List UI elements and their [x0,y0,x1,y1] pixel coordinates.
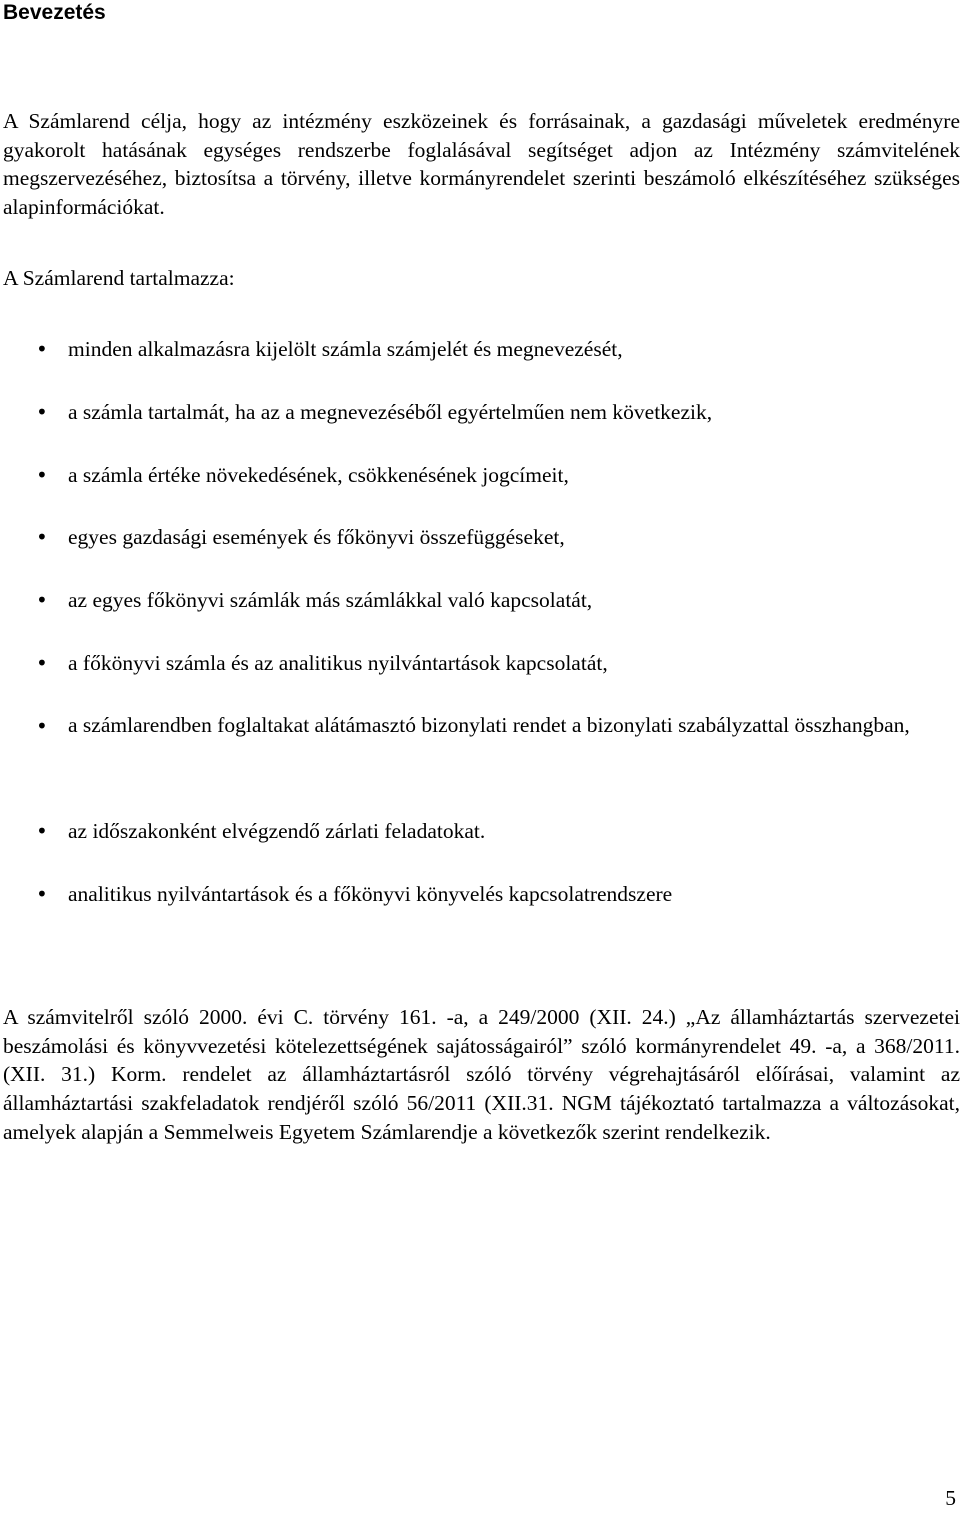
list-item-text: analitikus nyilvántartások és a főkönyvi könyvelés kapcsolatrendszere [68,882,673,906]
bullet-icon: • [36,337,48,361]
bullet-icon: • [36,882,48,906]
bullet-icon: • [36,588,48,612]
bullet-icon: • [36,819,48,843]
list-item-text: a számlarendben foglaltakat alátámasztó bizonylati rendet a bizonylati szabályzattal összhangban, [68,713,910,737]
intro-paragraph: A Számlarend célja, hogy az intézmény eszközeinek és forrásainak, a gazdasági műveletek eredményre gyakorolt hatásának egységes rendszerbe foglalásával segítséget adjon az Intézmény számvitelének megszervezéséhez, biztosítsa a törvény, illetve kormányrendelet szerinti beszámoló elkészítéséhez szükséges alapinformációkat. [3,109,960,220]
closing-paragraph: A számvitelről szóló 2000. évi C. törvény 161. -a, a 249/2000 (XII. 24.) „Az államháztartás szervezetei beszámolási és könyvvezetési kötelezettségének sajátosságairól” szóló kormányrendelet 49. -a, a 368/2011. (XII. 31.) Korm. rendelet az államháztartásról szóló törvény végrehajtásáról előírásai, valamint az államháztartási szakfeladatok rendjéről szóló 56/2011 (XII.31. NGM tájékoztató tartalmazza a változásokat, amelyek alapján a Semmelweis Egyetem Számlarendje a következők szerint rendelkezik. [3,1005,960,1144]
contents-intro-label: A Számlarend tartalmazza: [3,266,235,290]
bullet-icon: • [36,714,48,738]
bullet-icon: • [36,463,48,487]
list-item-text: egyes gazdasági események és főkönyvi összefüggéseket, [68,525,565,549]
list-item-text: a főkönyvi számla és az analitikus nyilvántartások kapcsolatát, [68,651,608,675]
list-item-text: az időszakonként elvégzendő zárlati feladatokat. [68,819,486,843]
list-item-text: a számla értéke növekedésének, csökkenésének jogcímeit, [68,463,569,487]
bullet-icon: • [36,400,48,424]
list-item-text: minden alkalmazásra kijelölt számla számjelét és megnevezését, [68,337,623,361]
bullet-icon: • [36,525,48,549]
list-item-text: a számla tartalmát, ha az a megnevezéséből egyértelműen nem következik, [68,400,713,424]
section-heading: Bevezetés [3,1,106,24]
list-item-text: az egyes főkönyvi számlák más számlákkal való kapcsolatát, [68,588,593,612]
bullet-icon: • [36,651,48,675]
page-number: 5 [945,1486,956,1510]
